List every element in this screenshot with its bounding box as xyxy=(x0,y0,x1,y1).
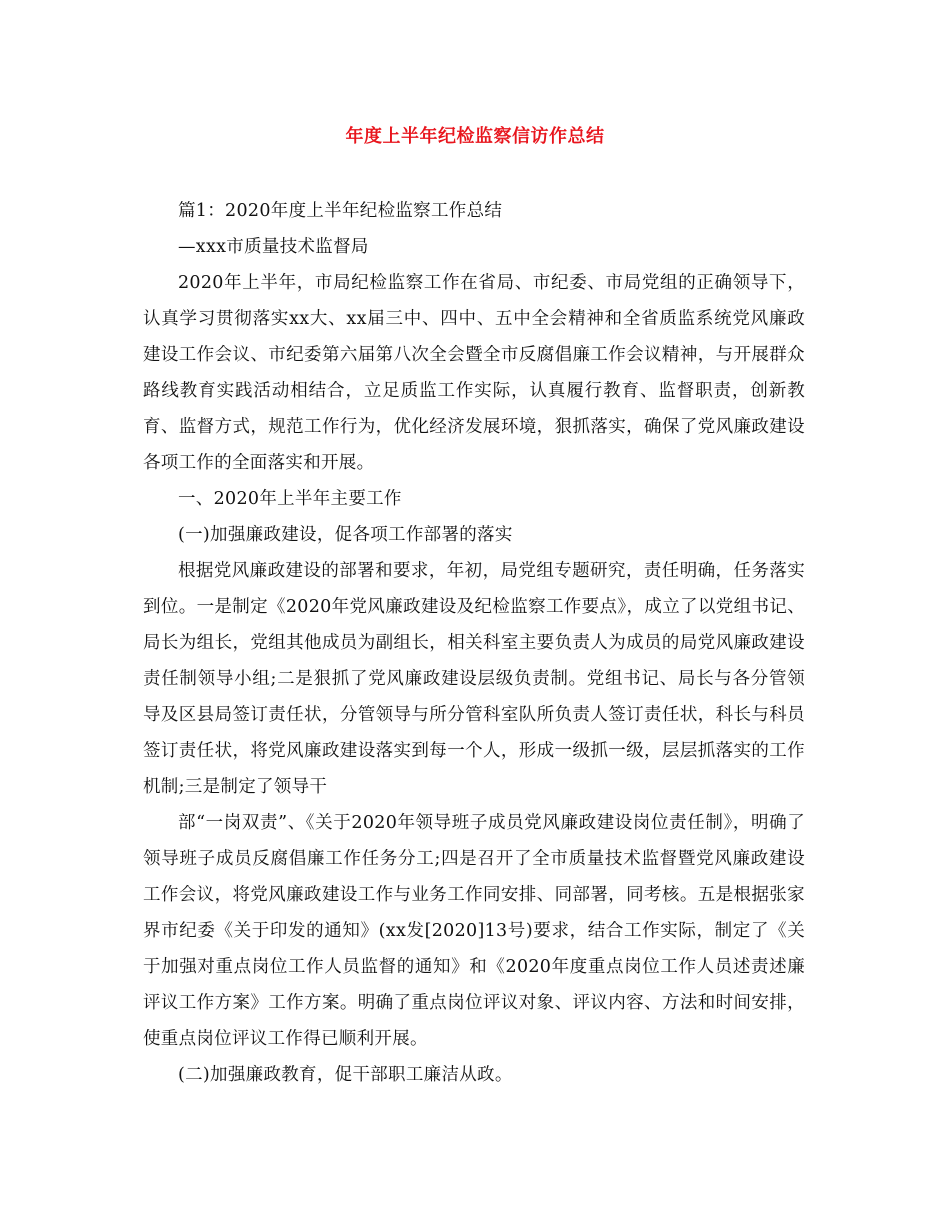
paragraph-section-heading: 篇1：2020年度上半年纪检监察工作总结 xyxy=(178,201,503,221)
paragraph-subheading: (二)加强廉政教育，促干部职工廉洁从政。 xyxy=(178,1065,513,1085)
paragraph-subheading: (一)加强廉政建设，促各项工作部署的落实 xyxy=(178,525,513,545)
paragraph: 部“一岗双责”、《关于2020年领导班子成员党风廉政建设岗位责任制》，明确了领导班子成员反腐倡廉工作任务分工;四是召开了全市质量技术监督暨党风廉政建设工作会议，将党风廉政建设工作与业务工作同安排、同部署，同考核。五是根据张家界市纪委《关于印发的通知》(xx发[2020]13号)要求，结合工作实际，制定了《关于加强对重点岗位工作人员监督的通知》和《2020年度重点岗位工作人员述责述廉评议工作方案》工作方案。明确了重点岗位评议对象、评议内容、方法和时间安排，使重点岗位评议工作得已顺利开展。 xyxy=(143,813,805,1049)
paragraph-heading: 一、2020年上半年主要工作 xyxy=(178,489,402,509)
document-body xyxy=(143,193,805,1093)
paragraph: 根据党风廉政建设的部署和要求，年初，局党组专题研究，责任明确，任务落实到位。一是制定《2020年党风廉政建设及纪检监察工作要点》，成立了以党组书记、局长为组长，党组其他成员为副组长，相关科室主要负责人为成员的局党风廉政建设责任制领导小组;二是狠抓了党风廉政建设层级负责制。党组书记、局长与各分管领导及区县局签订责任状，分管领导与所分管科室队所负责人签订责任状，科长与科员签订责任状，将党风廉政建设落实到每一个人，形成一级抓一级，层层抓落实的工作机制;三是制定了领导干 xyxy=(143,561,805,797)
document-title: 年度上半年纪检监察信访作总结 xyxy=(345,126,605,147)
paragraph-organization: —xxx市质量技术监督局 xyxy=(178,237,369,257)
paragraph: 2020年上半年，市局纪检监察工作在省局、市纪委、市局党组的正确领导下，认真学习贯彻落实xx大、xx届三中、四中、五中全会精神和全省质监系统党风廉政建设工作会议、市纪委第六届第八次全会暨全市反腐倡廉工作会议精神，与开展群众路线教育实践活动相结合，立足质监工作实际，认真履行教育、监督职责，创新教育、监督方式，规范工作行为，优化经济发展环境，狠抓落实，确保了党风廉政建设各项工作的全面落实和开展。 xyxy=(143,273,805,473)
